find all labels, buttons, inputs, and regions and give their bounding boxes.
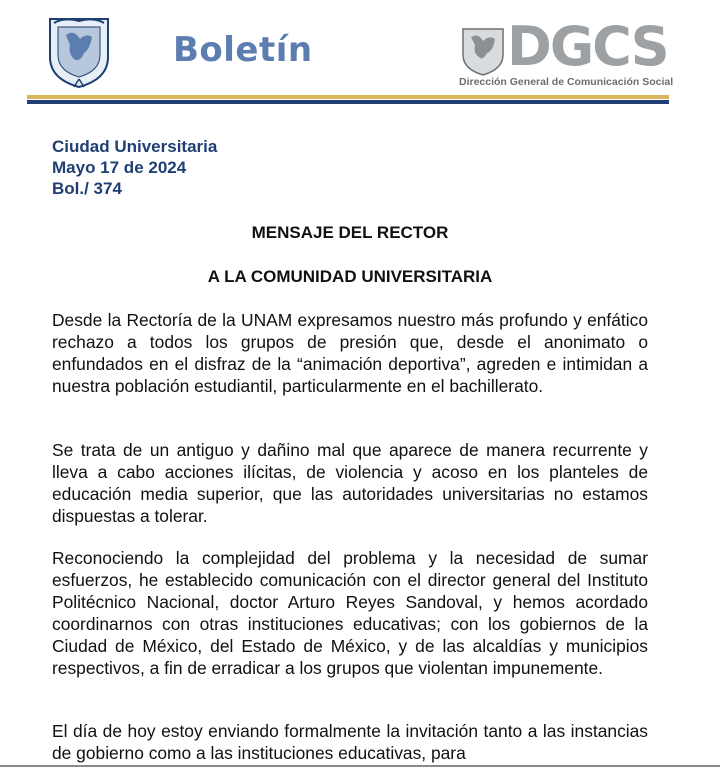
dgcs-acronym: DGCS	[507, 15, 668, 78]
dgcs-fullname: Dirección General de Comunicación Social	[459, 76, 674, 88]
place-line: Ciudad Universitaria	[52, 137, 218, 156]
title-line-1: MENSAJE DEL RECTOR	[251, 223, 449, 242]
unam-small-seal-icon	[459, 25, 507, 77]
page-bottom-edge	[0, 765, 720, 767]
header-rule-blue	[27, 100, 669, 104]
dgcs-logo-block	[459, 15, 674, 91]
header-rule-gold	[27, 95, 669, 99]
paragraph-2: Se trata de un antiguo y dañino mal que aparece de manera recurrente y lleva a cabo acciones ilícitas, de violencia y acoso en los planteles de educación media superior, que las autoridades universitarias no estamos dispuestas a tolerar.	[52, 440, 648, 526]
paragraph-1: Desde la Rectoría de la UNAM expresamos nuestro más profundo y enfático rechazo a todos los grupos de presión que, desde el anonimato o enfundados en el disfraz de la “animación deportiva”, agreden e intimidan a nuestra población estudiantil, particularmente en el bachillerato.	[52, 310, 648, 396]
boletin-label: Boletín	[173, 30, 313, 70]
paragraph-4: El día de hoy estoy enviando formalmente la invitación tanto a las instancias de gobierno como a las instituciones educativas, para	[52, 721, 648, 763]
title-line-2: A LA COMUNIDAD UNIVERSITARIA	[207, 267, 493, 286]
date-line: Mayo 17 de 2024	[52, 158, 187, 177]
bulletin-meta	[52, 136, 217, 199]
document-header	[0, 0, 720, 110]
bulletin-number: Bol./ 374	[52, 179, 122, 198]
paragraph-3: Reconociendo la complejidad del problema y la necesidad de sumar esfuerzos, he establecido comunicación con el director general del Instituto Politécnico Nacional, doctor Arturo Reyes Sandoval, y hemos acordado coordinarnos con otras instituciones educativas; con los gobiernos de la Ciudad de México, del Estado de México, y de las alcaldías y municipios respectivos, a fin de erradicar a los grupos que violentan impunemente.	[52, 548, 648, 678]
unam-seal-icon	[44, 13, 114, 89]
